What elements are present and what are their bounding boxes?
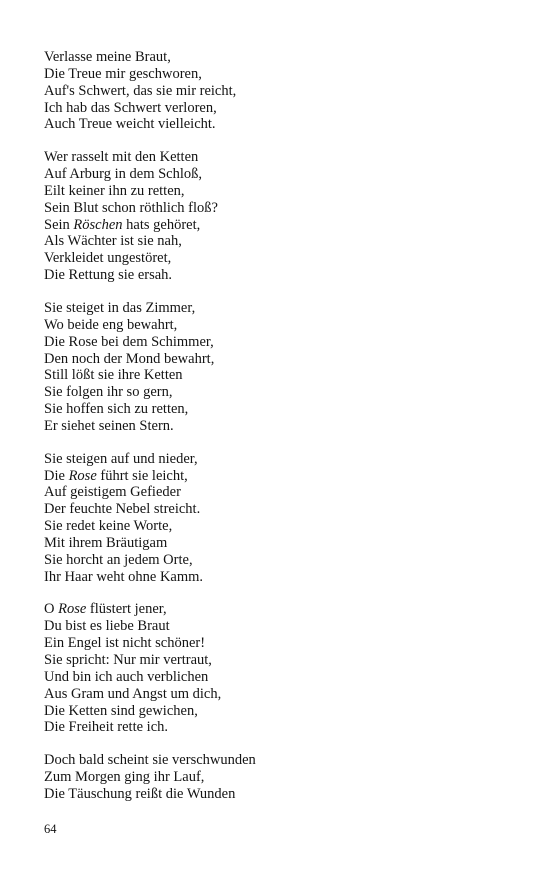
poem-line: Und bin ich auch verblichen	[44, 668, 209, 685]
poem-line: Sie hoffen sich zu retten,	[44, 401, 189, 418]
stanza	[44, 300, 514, 435]
poem-line: Doch bald scheint sie verschwunden	[44, 752, 256, 769]
poem-line: Auf geistigem Gefieder	[44, 484, 181, 501]
poem-line: Die Rettung sie ersah.	[44, 267, 173, 284]
poem-line: Sie steigen auf und nieder,	[44, 450, 198, 467]
poem-line: Den noch der Mond bewahrt,	[44, 350, 215, 367]
poem-line: Wer rasselt mit den Ketten	[44, 149, 199, 166]
poem-line: Ihr Haar weht ohne Kamm.	[44, 568, 204, 585]
poem-line: Sie horcht an jedem Orte,	[44, 551, 193, 568]
poem-line: Mit ihrem Bräutigam	[44, 534, 168, 551]
stanza	[44, 451, 514, 586]
italic-name: Rose	[58, 601, 87, 618]
poem-line: Aus Gram und Angst um dich,	[44, 685, 222, 702]
poem-line: Eilt keiner ihn zu retten,	[44, 182, 185, 199]
poem-body	[44, 49, 514, 819]
poem-line: Du bist es liebe Braut	[44, 618, 170, 635]
poem-line: Sie redet keine Worte,	[44, 518, 173, 535]
poem-line: Die Freiheit rette ich.	[44, 719, 169, 736]
poem-line: Sie spricht: Nur mir vertraut,	[44, 652, 212, 668]
poem-line: Sein Blut schon röthlich floß?	[44, 199, 218, 216]
poem-line: Auf Arburg in dem Schloß,	[44, 166, 203, 183]
poem-line: Ein Engel ist nicht schöner!	[44, 635, 206, 652]
poem-line: Als Wächter ist sie nah,	[44, 233, 182, 250]
poem-line: Die Rose führt sie leicht,	[44, 467, 188, 484]
stanza	[44, 49, 514, 133]
page-number: 64	[44, 822, 57, 836]
poem-line: Er siehet seinen Stern.	[44, 417, 174, 434]
poem-line: Sie steiget in das Zimmer,	[44, 299, 196, 316]
poem-line: Wo beide eng bewahrt,	[44, 316, 178, 333]
poem-line: O Rose flüstert jener,	[44, 601, 167, 618]
italic-name: Rose	[68, 467, 97, 484]
italic-name: Röschen	[73, 216, 123, 233]
poem-line: Sein Röschen hats gehöret,	[44, 216, 201, 233]
stanza	[44, 752, 514, 803]
poem-line: Verkleidet ungestöret,	[44, 250, 172, 267]
poem-line: Zum Morgen ging ihr Lauf,	[44, 769, 205, 786]
poem-line: Auch Treue weicht vielleicht.	[44, 116, 216, 133]
poem-line: Die Täuschung reißt die Wunden	[44, 785, 236, 802]
poem-line: Die Ketten sind gewichen,	[44, 702, 198, 719]
poem-line: Auf's Schwert, das sie mir reicht,	[44, 82, 237, 99]
poem-line: Verlasse meine Braut,	[44, 49, 171, 65]
poem-line: Der feuchte Nebel streicht.	[44, 501, 201, 518]
poem-line: Die Treue mir geschworen,	[44, 65, 202, 82]
poem-line: Die Rose bei dem Schimmer,	[44, 333, 214, 350]
stanza	[44, 149, 514, 284]
poem-line: Sie folgen ihr so gern,	[44, 384, 173, 401]
poem-line: Ich hab das Schwert verloren,	[44, 99, 217, 116]
stanza	[44, 601, 514, 736]
poem-line: Still lößt sie ihre Ketten	[44, 367, 183, 384]
